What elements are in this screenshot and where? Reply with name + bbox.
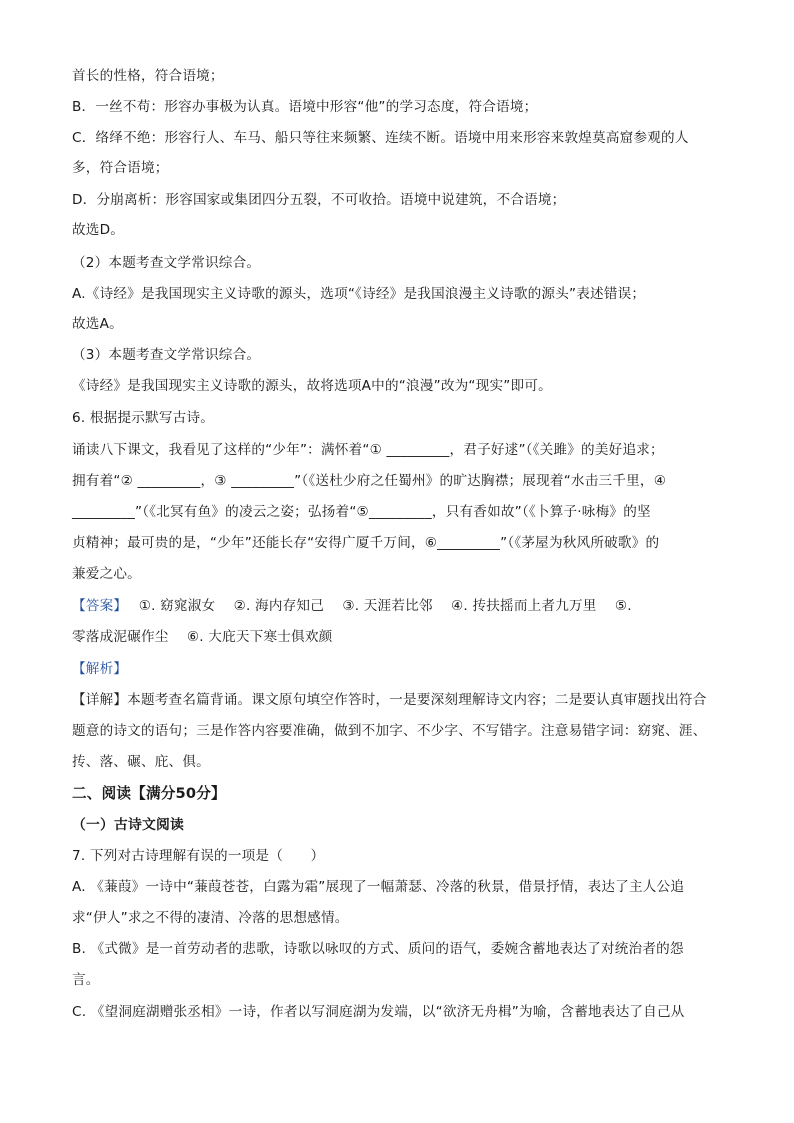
text-line: 故选A。: [72, 316, 123, 332]
text-line: C. 《望洞庭湖赠张丞相》一诗，作者以写洞庭湖为发端，以“欲济无舟楫”为喻，含蓄地表达了自己从: [72, 1004, 685, 1020]
text-line: B．一丝不苟：形容办事极为认真。语境中形容“他”的学习态度，符合语境；: [72, 99, 538, 115]
section-heading: 二、阅读【满分50分】: [72, 785, 226, 802]
text-line: 诵读八下课文，我看见了这样的“少年”：满怀着“① _________，君子好逑”（《关雎》的美好追求；: [72, 442, 664, 458]
text-line: 首长的性格，符合语境；: [72, 68, 224, 84]
text-line: 言。: [72, 972, 100, 988]
text-line: 多，符合语境；: [72, 160, 169, 176]
text-line: A.《诗经》是我国现实主义诗歌的源头，选项“《诗经》是我国浪漫主义诗歌的源头”表述错误；: [72, 286, 646, 302]
text-line: （2）本题考查文学常识综合。: [72, 255, 261, 271]
text-line: 故选D。: [72, 222, 125, 238]
question-6-title: 6. 根据提示默写古诗。: [72, 410, 215, 426]
text-line: D．分崩离析：形容国家或集团四分五裂，不可收拾。语境中说建筑，不合语境；: [72, 192, 566, 208]
text-line: 【详解】本题考查名篇背诵。课文原句填空作答时，一是要深刻理解诗文内容；二是要认真审题找出符合: [72, 692, 707, 708]
text-line: B. 《式微》是一首劳动者的悲歌，诗歌以咏叹的方式、质问的语气，委婉含蓄地表达了对统治者的怨: [72, 941, 684, 957]
answer-line: 零落成泥碾作尘 ⑥. 大庇天下寒士俱欢颜: [72, 629, 333, 645]
text-line: 《诗经》是我国现实主义诗歌的源头，故将选项A中的“浪漫”改为“现实”即可。: [72, 378, 552, 394]
subsection-heading: （一）古诗文阅读: [72, 817, 184, 833]
text-line: C．络绎不绝：形容行人、车马、船只等往来频繁、连续不断。语境中用来形容来敦煌莫高窟参观的人: [72, 130, 689, 146]
answer-line: 【答案】 ①. 窈窕淑女 ②. 海内存知己 ③. 天涯若比邻 ④. 抟扶摇而上者九万里 ⑤.: [72, 598, 632, 614]
text-line: 抟、落、碾、庇、俱。: [72, 754, 210, 770]
answer-tag: 【答案】: [72, 598, 121, 614]
text-line: （3）本题考查文学常识综合。: [72, 347, 261, 363]
text-line: 拥有着“② _________，③ _________”（《送杜少府之任蜀州》的旷达胸襟；展现着“水击三千里，④: [72, 473, 667, 489]
text-line: _________”（《北冥有鱼》的凌云之姿；弘扬着“⑤_________，只有香如故”（《卜算子·咏梅》的坚: [72, 504, 651, 520]
text-line: 贞精神；最可贵的是，“少年”还能长存“安得广厦千万间，⑥_________”（《茅屋为秋风所破歌》的: [72, 535, 660, 551]
text-line: 兼爱之心。: [72, 566, 141, 582]
text-line: A. 《蒹葭》一诗中“蒹葭苍苍，白露为霜”展现了一幅萧瑟、冷落的秋景，借景抒情，表达了主人公追: [72, 879, 685, 895]
question-7-title: 7. 下列对古诗理解有误的一项是（ ）: [72, 848, 325, 864]
analysis-tag: 【解析】: [72, 661, 128, 677]
text-line: 求“伊人”求之不得的凄清、冷落的思想感情。: [72, 910, 349, 926]
text-line: 题意的诗文的语句；三是作答内容要准确，做到不加字、不少字、不写错字。注意易错字词：窈窕、涯、: [72, 723, 707, 739]
